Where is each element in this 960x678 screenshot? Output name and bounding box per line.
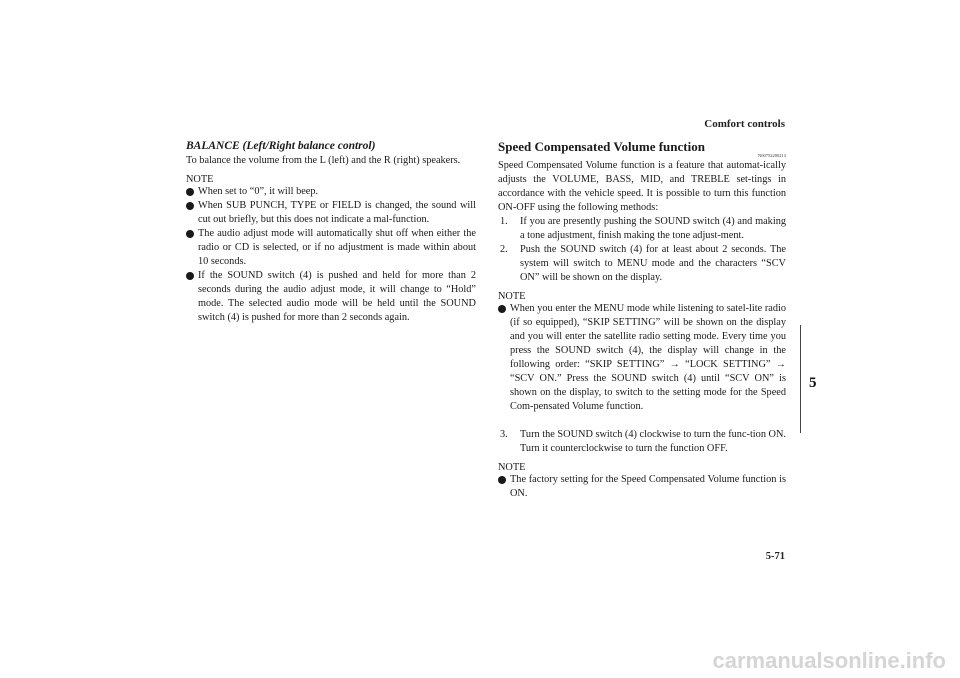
note-item: If the SOUND switch (4) is pushed and held for more than 2 seconds during the audio adjust mode, it will change to “Hold” mode. The selected audio mode will be held until the SOUND switch (4) is pushed for more than 2 seconds again. (186, 269, 476, 325)
step-item: 3. Turn the SOUND switch (4) clockwise to turn the func-tion ON. Turn it counterclockwise to turn the function OFF. (500, 429, 786, 454)
note-label: NOTE (498, 291, 526, 302)
scv-heading: Speed Compensated Volume function (498, 139, 705, 154)
note-label: NOTE (186, 174, 214, 185)
right-column (498, 138, 786, 501)
note-item: The audio adjust mode will automatically shut off when either the radio or CD is selected, or if no adjustment is made within about 10 seconds. (186, 227, 476, 269)
watermark-logo: carmanualsonline.info (712, 648, 946, 673)
bullet-icon (186, 230, 194, 238)
chapter-number: 5 (809, 375, 817, 391)
bullet-icon (186, 202, 194, 210)
balance-heading: BALANCE (Left/Right balance control) (186, 140, 376, 152)
left-column (186, 138, 476, 325)
bullet-icon (498, 476, 506, 484)
note-list (498, 302, 786, 414)
header-title: Comfort controls (704, 118, 785, 130)
note-item: When you enter the MENU mode while listening to satel-lite radio (if so equipped), “SKIP SETTING” will be shown on the display and you will enter the satellite radio setting mode. Every time you press the SOUND switch (4), the display will change in the following order: “SKIP SETTING” → “LOCK SETTING” → “SCV ON.” Press the SOUND switch (4) until “SCV ON” is shown on the display, to switch to the setting mode for the Speed Com-pensated Volume function. (498, 302, 786, 414)
bullet-icon (498, 305, 506, 313)
step-item: 2. Push the SOUND switch (4) for at least about 2 seconds. The system will switch to MENU mode and the characters “SCV ON” will be shown on the display. (500, 244, 786, 283)
step-list (498, 215, 786, 285)
balance-paragraph: To balance the volume from the L (left) and the R (right) speakers. (186, 155, 461, 166)
bullet-icon (186, 272, 194, 280)
chapter-tab-line (800, 325, 801, 433)
note-item: When set to “0”, it will beep. (186, 185, 476, 199)
page-number: 5-71 (765, 551, 785, 562)
scv-paragraph: Speed Compensated Volume function is a feature that automat-ically adjusts the VOLUME, BASS, MID, and TREBLE set-tings in accordance with the vehicle speed. It is possible to turn this function ON-OFF using the following methods: (498, 160, 786, 213)
section-code: N00752200213 (758, 153, 786, 158)
note-list (498, 473, 786, 501)
note-list (186, 185, 476, 325)
note-item: The factory setting for the Speed Compensated Volume function is ON. (498, 473, 786, 501)
step-item: 1. If you are presently pushing the SOUND switch (4) and making a tone adjustment, finish making the tone adjust-ment. (500, 216, 786, 241)
note-item: When SUB PUNCH, TYPE or FIELD is changed, the sound will cut out briefly, but this does not indicate a mal-function. (186, 199, 476, 227)
bullet-icon (186, 188, 194, 196)
note-label: NOTE (498, 462, 526, 473)
